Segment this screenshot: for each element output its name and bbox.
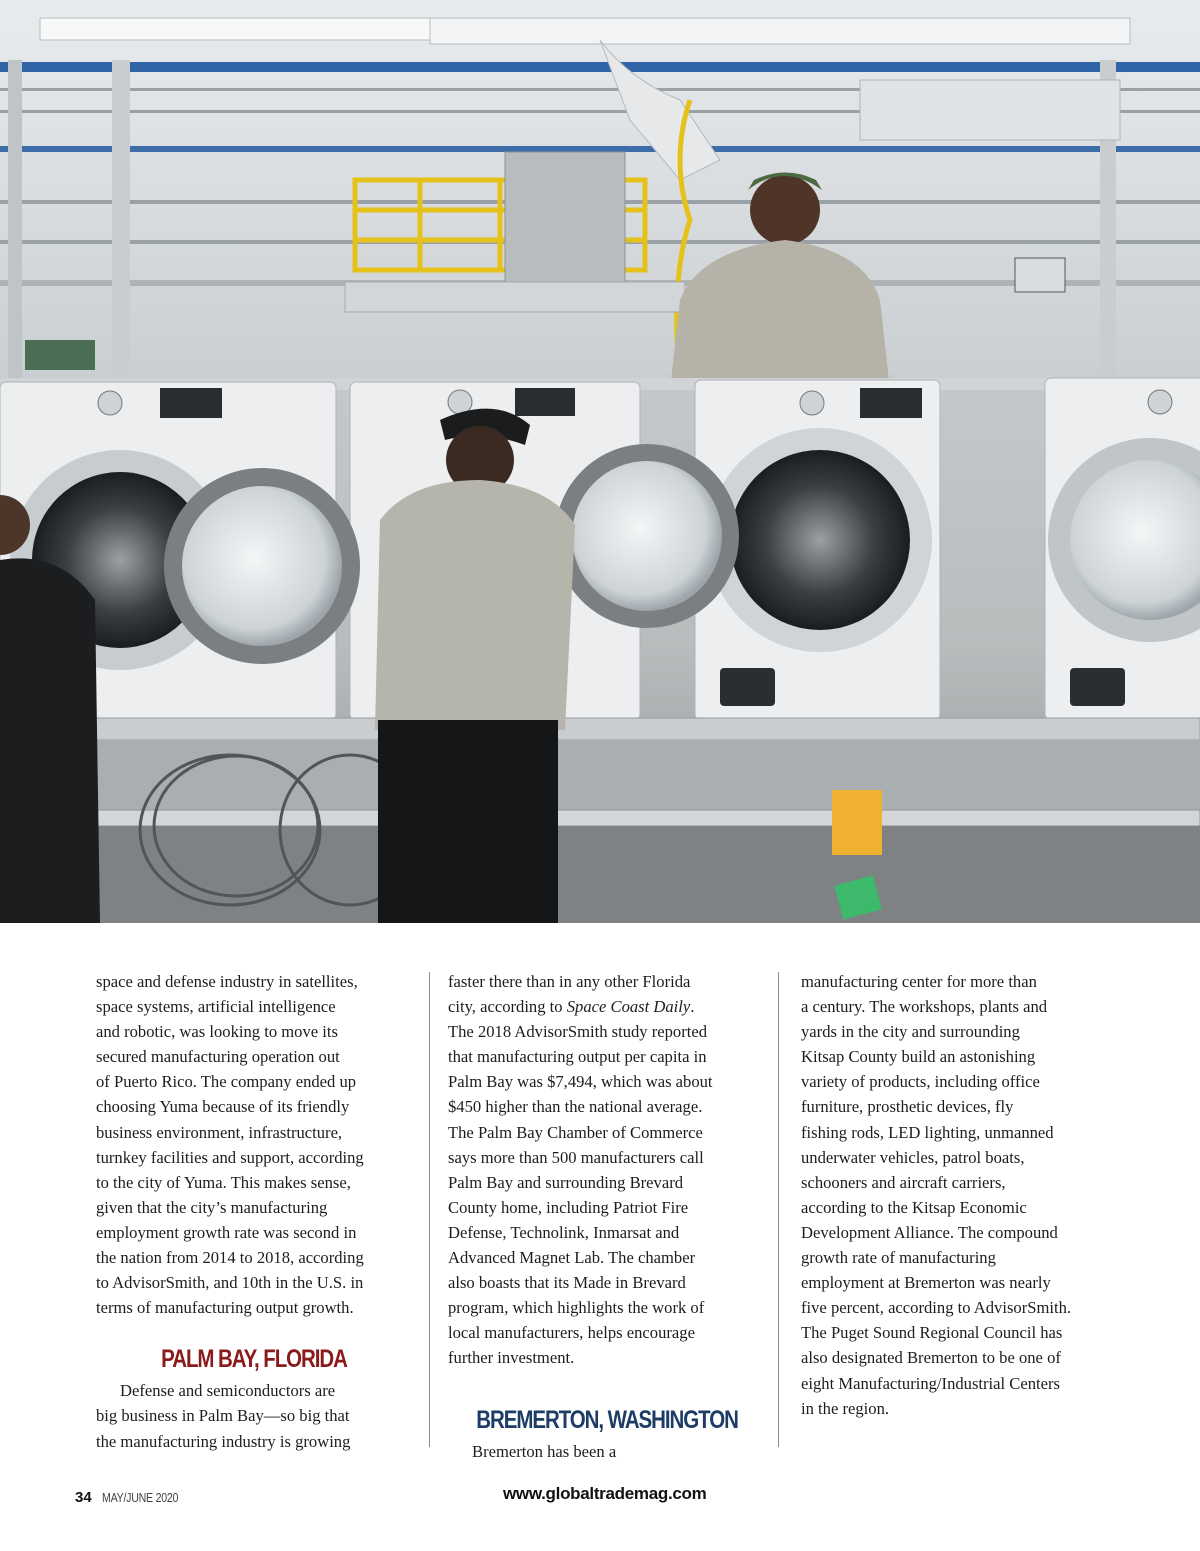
text-line: employment growth rate was second in <box>96 1222 357 1242</box>
text-line: program, which highlights the work of <box>448 1298 705 1318</box>
text-line: the manufacturing industry is growing <box>96 1431 351 1451</box>
text-span: . <box>690 997 695 1017</box>
text-line: manufacturing center for more than <box>801 972 1037 991</box>
text-line: big business in Palm Bay—so big that <box>96 1406 350 1426</box>
text-line: of Puerto Rico. The company ended up <box>96 1072 357 1092</box>
text-line: Advanced Magnet Lab. The chamber <box>448 1248 696 1268</box>
text-span: city, according to <box>448 997 567 1017</box>
text-line: The 2018 AdvisorSmith study reported <box>448 1022 708 1042</box>
text-line: choosing Yuma because of its friendly <box>96 1097 350 1117</box>
text-line: also boasts that its Made in Brevard <box>448 1273 686 1293</box>
article-column-3 <box>801 969 1111 1421</box>
text-line: terms of manufacturing output growth. <box>96 1298 354 1318</box>
text-line: secured manufacturing operation out <box>96 1047 340 1067</box>
issue-date: MAY/JUNE 2020 <box>101 1491 178 1505</box>
text-line: turnkey facilities and support, according <box>96 1147 364 1167</box>
paragraph <box>801 969 1111 1421</box>
text-line: The Palm Bay Chamber of Commerce <box>448 1122 703 1142</box>
spacer <box>448 1371 762 1401</box>
paragraph <box>448 969 762 1371</box>
text-line: Palm Bay and surrounding Brevard <box>448 1172 684 1192</box>
text-line: further investment. <box>448 1348 575 1368</box>
text-line: according to the Kitsap Economic <box>801 1197 1027 1217</box>
paragraph <box>96 969 412 1320</box>
text-line: in the region. <box>801 1398 890 1418</box>
text-line: Kitsap County build an astonishing <box>801 1047 1036 1067</box>
text-line: to the city of Yuma. This makes sense, <box>96 1172 351 1192</box>
text-line: a century. The workshops, plants and <box>801 997 1048 1017</box>
text-line: Palm Bay was $7,494, which was about <box>448 1072 713 1092</box>
section-heading-bremerton: BREMERTON, WASHINGTON <box>476 1405 738 1434</box>
text-line: employment at Bremerton was nearly <box>801 1273 1051 1293</box>
text-line: the nation from 2014 to 2018, according <box>96 1248 364 1268</box>
text-line: faster there than in any other Florida <box>448 972 691 991</box>
text-line: $450 higher than the national average. <box>448 1097 703 1117</box>
text-line: The Puget Sound Regional Council has <box>801 1323 1063 1343</box>
publication-name: Space Coast Daily <box>566 997 691 1017</box>
text-line: and robotic, was looking to move its <box>96 1022 338 1042</box>
paragraph <box>96 1378 412 1453</box>
text-line: Development Alliance. The compound <box>801 1222 1058 1242</box>
section-heading-palm-bay: PALM BAY, FLORIDA <box>161 1345 347 1374</box>
text-line: that manufacturing output per capita in <box>448 1047 707 1067</box>
text-line: local manufacturers, helps encourage <box>448 1323 695 1343</box>
text-line: Defense, Technolink, Inmarsat and <box>448 1222 680 1242</box>
text-line: yards in the city and surrounding <box>801 1022 1020 1042</box>
page-footer <box>75 1489 191 1507</box>
washer-4 <box>1045 378 1200 720</box>
text-line: Defense and semiconductors are <box>120 1381 336 1401</box>
text-line: five percent, according to AdvisorSmith. <box>801 1298 1072 1318</box>
column-divider <box>429 972 430 1447</box>
article-column-2 <box>448 969 762 1464</box>
column-divider <box>778 972 779 1447</box>
text-line: space systems, artificial intelligence <box>96 997 336 1017</box>
text-line: says more than 500 manufacturers call <box>448 1147 704 1167</box>
text-line: schooners and aircraft carriers, <box>801 1172 1006 1192</box>
text-line: space and defense industry in satellites, <box>96 972 358 991</box>
page-number: 34 <box>75 1489 92 1506</box>
text-line: County home, including Patriot Fire <box>448 1197 689 1217</box>
text-line: fishing rods, LED lighting, unmanned <box>801 1122 1054 1142</box>
text-line: furniture, prosthetic devices, fly <box>801 1097 1014 1117</box>
paragraph <box>448 1439 762 1464</box>
text-line: given that the city’s manufacturing <box>96 1197 328 1217</box>
website-url[interactable]: www.globaltrademag.com <box>503 1484 707 1503</box>
text-line: also designated Bremerton to be one of <box>801 1348 1061 1368</box>
text-line <box>448 994 762 1019</box>
text-line: growth rate of manufacturing <box>801 1248 996 1268</box>
text-line: variety of products, including office <box>801 1072 1040 1092</box>
text-line: eight Manufacturing/Industrial Centers <box>801 1373 1060 1393</box>
article-column-1 <box>96 969 412 1454</box>
text-line: business environment, infrastructure, <box>96 1122 343 1142</box>
text-line: underwater vehicles, patrol boats, <box>801 1147 1025 1167</box>
text-line: to AdvisorSmith, and 10th in the U.S. in <box>96 1273 364 1293</box>
text-line: Bremerton has been a <box>472 1441 617 1461</box>
